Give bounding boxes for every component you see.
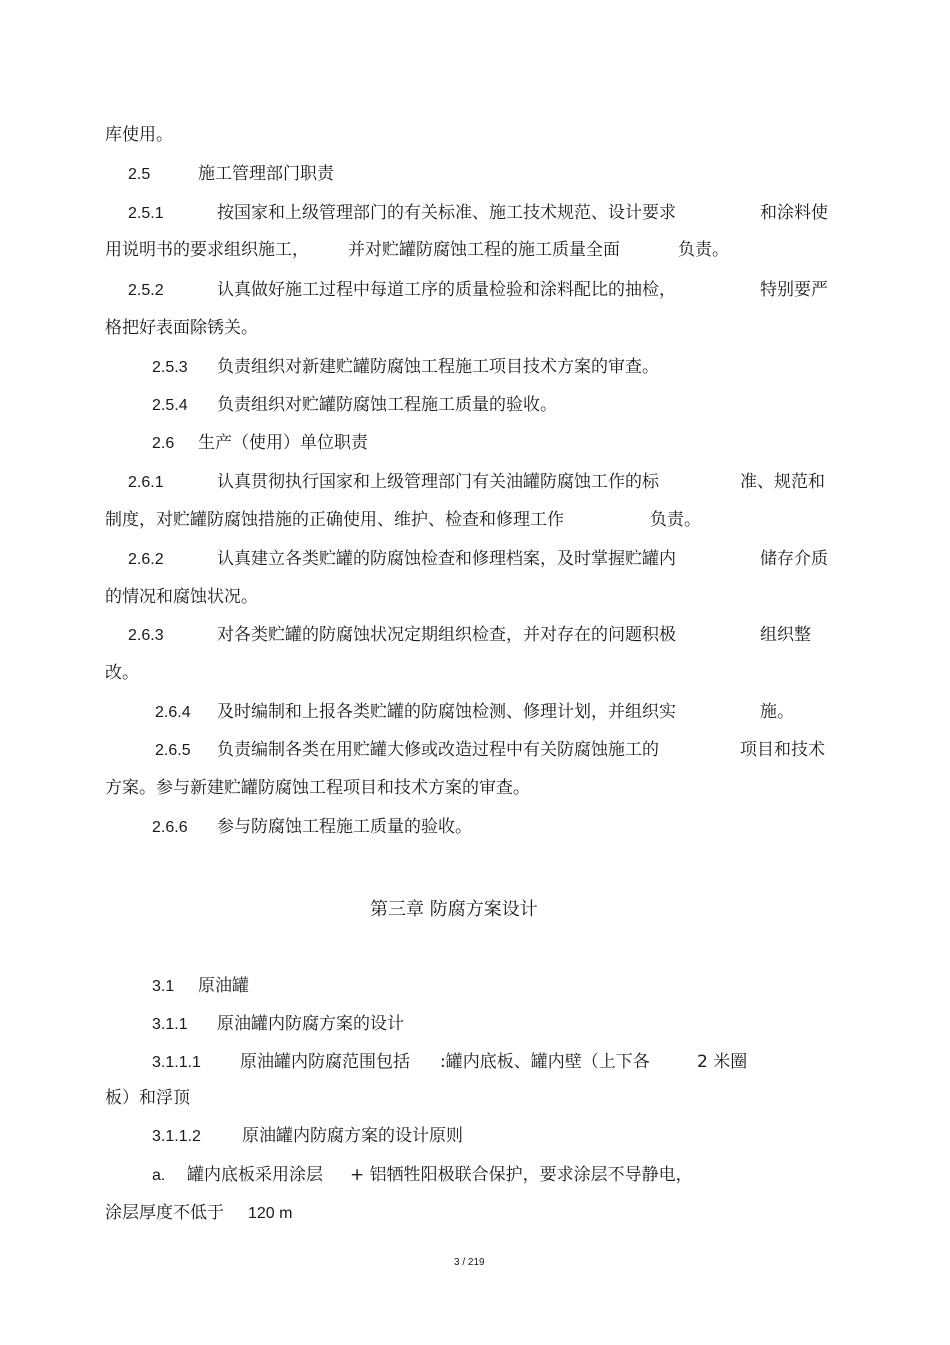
section-title: 施工管理部门职责 [198,164,334,184]
body-text: 认真做好施工过程中每道工序的质量检验和涂料配比的抽检， [217,280,676,300]
clause-number-line [152,355,188,380]
section-number: 2.5 [128,166,151,183]
section-number: 3.1 [152,978,175,995]
paragraph-line [217,393,557,417]
section-title: 生产（使用）单位职责 [198,433,368,453]
paragraph-line [105,508,564,532]
paragraph-line-tail [740,738,825,762]
clause-number-line [155,700,191,725]
paragraph-line [217,1012,404,1036]
section-heading [128,162,150,187]
body-text: 参与防腐蚀工程施工质量的验收。 [217,817,472,837]
paragraph-line-tail [697,1050,747,1074]
paragraph-line [217,201,676,225]
list-marker: a. [152,1167,166,1184]
body-text: :罐内底板、罐内壁（上下各 [440,1052,650,1072]
chapter-title [370,897,538,923]
section-title: 原油罐 [198,976,249,996]
clause-number: 3.1.1.2 [152,1128,201,1145]
paragraph-line [242,1124,463,1148]
body-text: 120 m [248,1205,293,1222]
paragraph-line [217,738,659,762]
body-text: 格把好表面除锈关。 [105,318,258,338]
section-heading-title [198,162,334,186]
body-text: 并对贮罐防腐蚀工程的施工质量全面 [348,240,620,260]
section-number: 2.6 [152,435,175,452]
paragraph-line [248,1201,292,1226]
paragraph-line [240,1050,410,1074]
paragraph-line [350,1163,693,1187]
body-text: 负责。 [650,510,701,530]
body-text: 负责组织对新建贮罐防腐蚀工程施工项目技术方案的审查。 [217,357,659,377]
clause-number: 3.1.1.1 [152,1054,201,1071]
clause-number: 2.6.6 [152,819,188,836]
list-marker-line [152,1163,165,1188]
paragraph-line [105,316,258,340]
paragraph-line [105,1201,224,1225]
clause-number: 2.5.3 [152,359,188,376]
body-text: + 铝牺牲阳极联合保护，要求涂层不导静电， [350,1165,693,1185]
paragraph-line-tail [760,278,828,302]
body-text: 2 米圈 [697,1052,748,1072]
paragraph-line [217,700,676,724]
paragraph-line [105,776,530,800]
clause-number: 3.1.1 [152,1016,188,1033]
clause-number-line [152,393,188,418]
paragraph-line [187,1163,323,1187]
clause-number-line [128,623,164,648]
clause-number: 2.6.5 [155,742,191,759]
paragraph-line [105,238,309,262]
body-text: 板）和浮顶 [105,1088,190,1108]
section-heading-title [198,974,249,998]
page-number [454,1256,485,1270]
body-text: 组织整 [760,625,811,645]
clause-number-line [152,1124,201,1149]
paragraph-line [440,1050,650,1074]
body-text: 的情况和腐蚀状况。 [105,587,258,607]
body-text: 原油罐内防腐范围包括 [240,1052,410,1072]
body-text: 准、规范和 [740,472,825,492]
paragraph-line-tail [678,238,729,262]
body-text: 原油罐内防腐方案的设计原则 [242,1126,463,1146]
paragraph-line [105,661,139,685]
body-text: 和涂料使 [760,203,828,223]
clause-number-line [128,547,164,572]
body-text: 改。 [105,663,139,683]
paragraph-line [217,470,659,494]
clause-number: 2.6.3 [128,627,164,644]
paragraph-line [217,815,472,839]
clause-number-line [128,278,164,303]
paragraph-line [348,238,620,262]
clause-number-line [152,1012,188,1037]
clause-number: 2.5.4 [152,397,188,414]
body-text: 按国家和上级管理部门的有关标准、施工技术规范、设计要求 [217,203,676,223]
body-text: 用说明书的要求组织施工， [105,240,309,260]
paragraph-line [105,585,258,609]
body-text: 负责。 [678,240,729,260]
body-text: 制度，对贮罐防腐蚀措施的正确使用、维护、检查和修理工作 [105,510,564,530]
body-text: 负责组织对贮罐防腐蚀工程施工质量的验收。 [217,395,557,415]
section-heading-title [198,431,368,455]
body-text: 施。 [760,702,794,722]
clause-number: 2.6.4 [155,704,191,721]
clause-number-line [155,738,191,763]
body-text: 及时编制和上报各类贮罐的防腐蚀检测、修理计划，并组织实 [217,702,676,722]
clause-number-line [128,470,164,495]
paragraph-line [217,278,676,302]
paragraph-line-tail [760,623,811,647]
body-text: 库使用。 [105,125,173,145]
paragraph-line-tail [740,470,825,494]
clause-number-line [152,1050,201,1075]
paragraph-line [217,547,676,571]
clause-number: 2.5.1 [128,205,164,222]
paragraph-line [217,355,659,379]
body-text: 原油罐内防腐方案的设计 [217,1014,404,1034]
clause-number: 2.5.2 [128,282,164,299]
body-text: 项目和技术 [740,740,825,760]
body-text: 对各类贮罐的防腐蚀状况定期组织检查，并对存在的问题积极 [217,625,676,645]
body-text: 涂层厚度不低于 [105,1203,224,1223]
clause-number-line [152,815,188,840]
chapter-title-text: 第三章 防腐方案设计 [370,899,538,920]
paragraph-line [105,1086,190,1110]
body-text: 方案。参与新建贮罐防腐蚀工程项目和技术方案的审查。 [105,778,530,798]
paragraph-line-tail [760,547,828,571]
paragraph-line [217,623,676,647]
body-text: 认真建立各类贮罐的防腐蚀检查和修理档案，及时掌握贮罐内 [217,549,676,569]
clause-number-line [128,201,164,226]
section-heading [152,974,174,999]
body-text: 认真贯彻执行国家和上级管理部门有关油罐防腐蚀工作的标 [217,472,659,492]
body-text: 负责编制各类在用贮罐大修或改造过程中有关防腐蚀施工的 [217,740,659,760]
clause-number: 2.6.1 [128,474,164,491]
body-text: 罐内底板采用涂层 [187,1165,323,1185]
section-heading [152,431,174,456]
clause-number: 2.6.2 [128,551,164,568]
body-text: 储存介质 [760,549,828,569]
paragraph-line [105,123,173,147]
paragraph-line-tail [650,508,701,532]
paragraph-line-tail [760,201,828,225]
body-text: 特别要严 [760,280,828,300]
paragraph-line-tail [760,700,794,724]
page-number-text: 3 / 219 [454,1257,485,1268]
